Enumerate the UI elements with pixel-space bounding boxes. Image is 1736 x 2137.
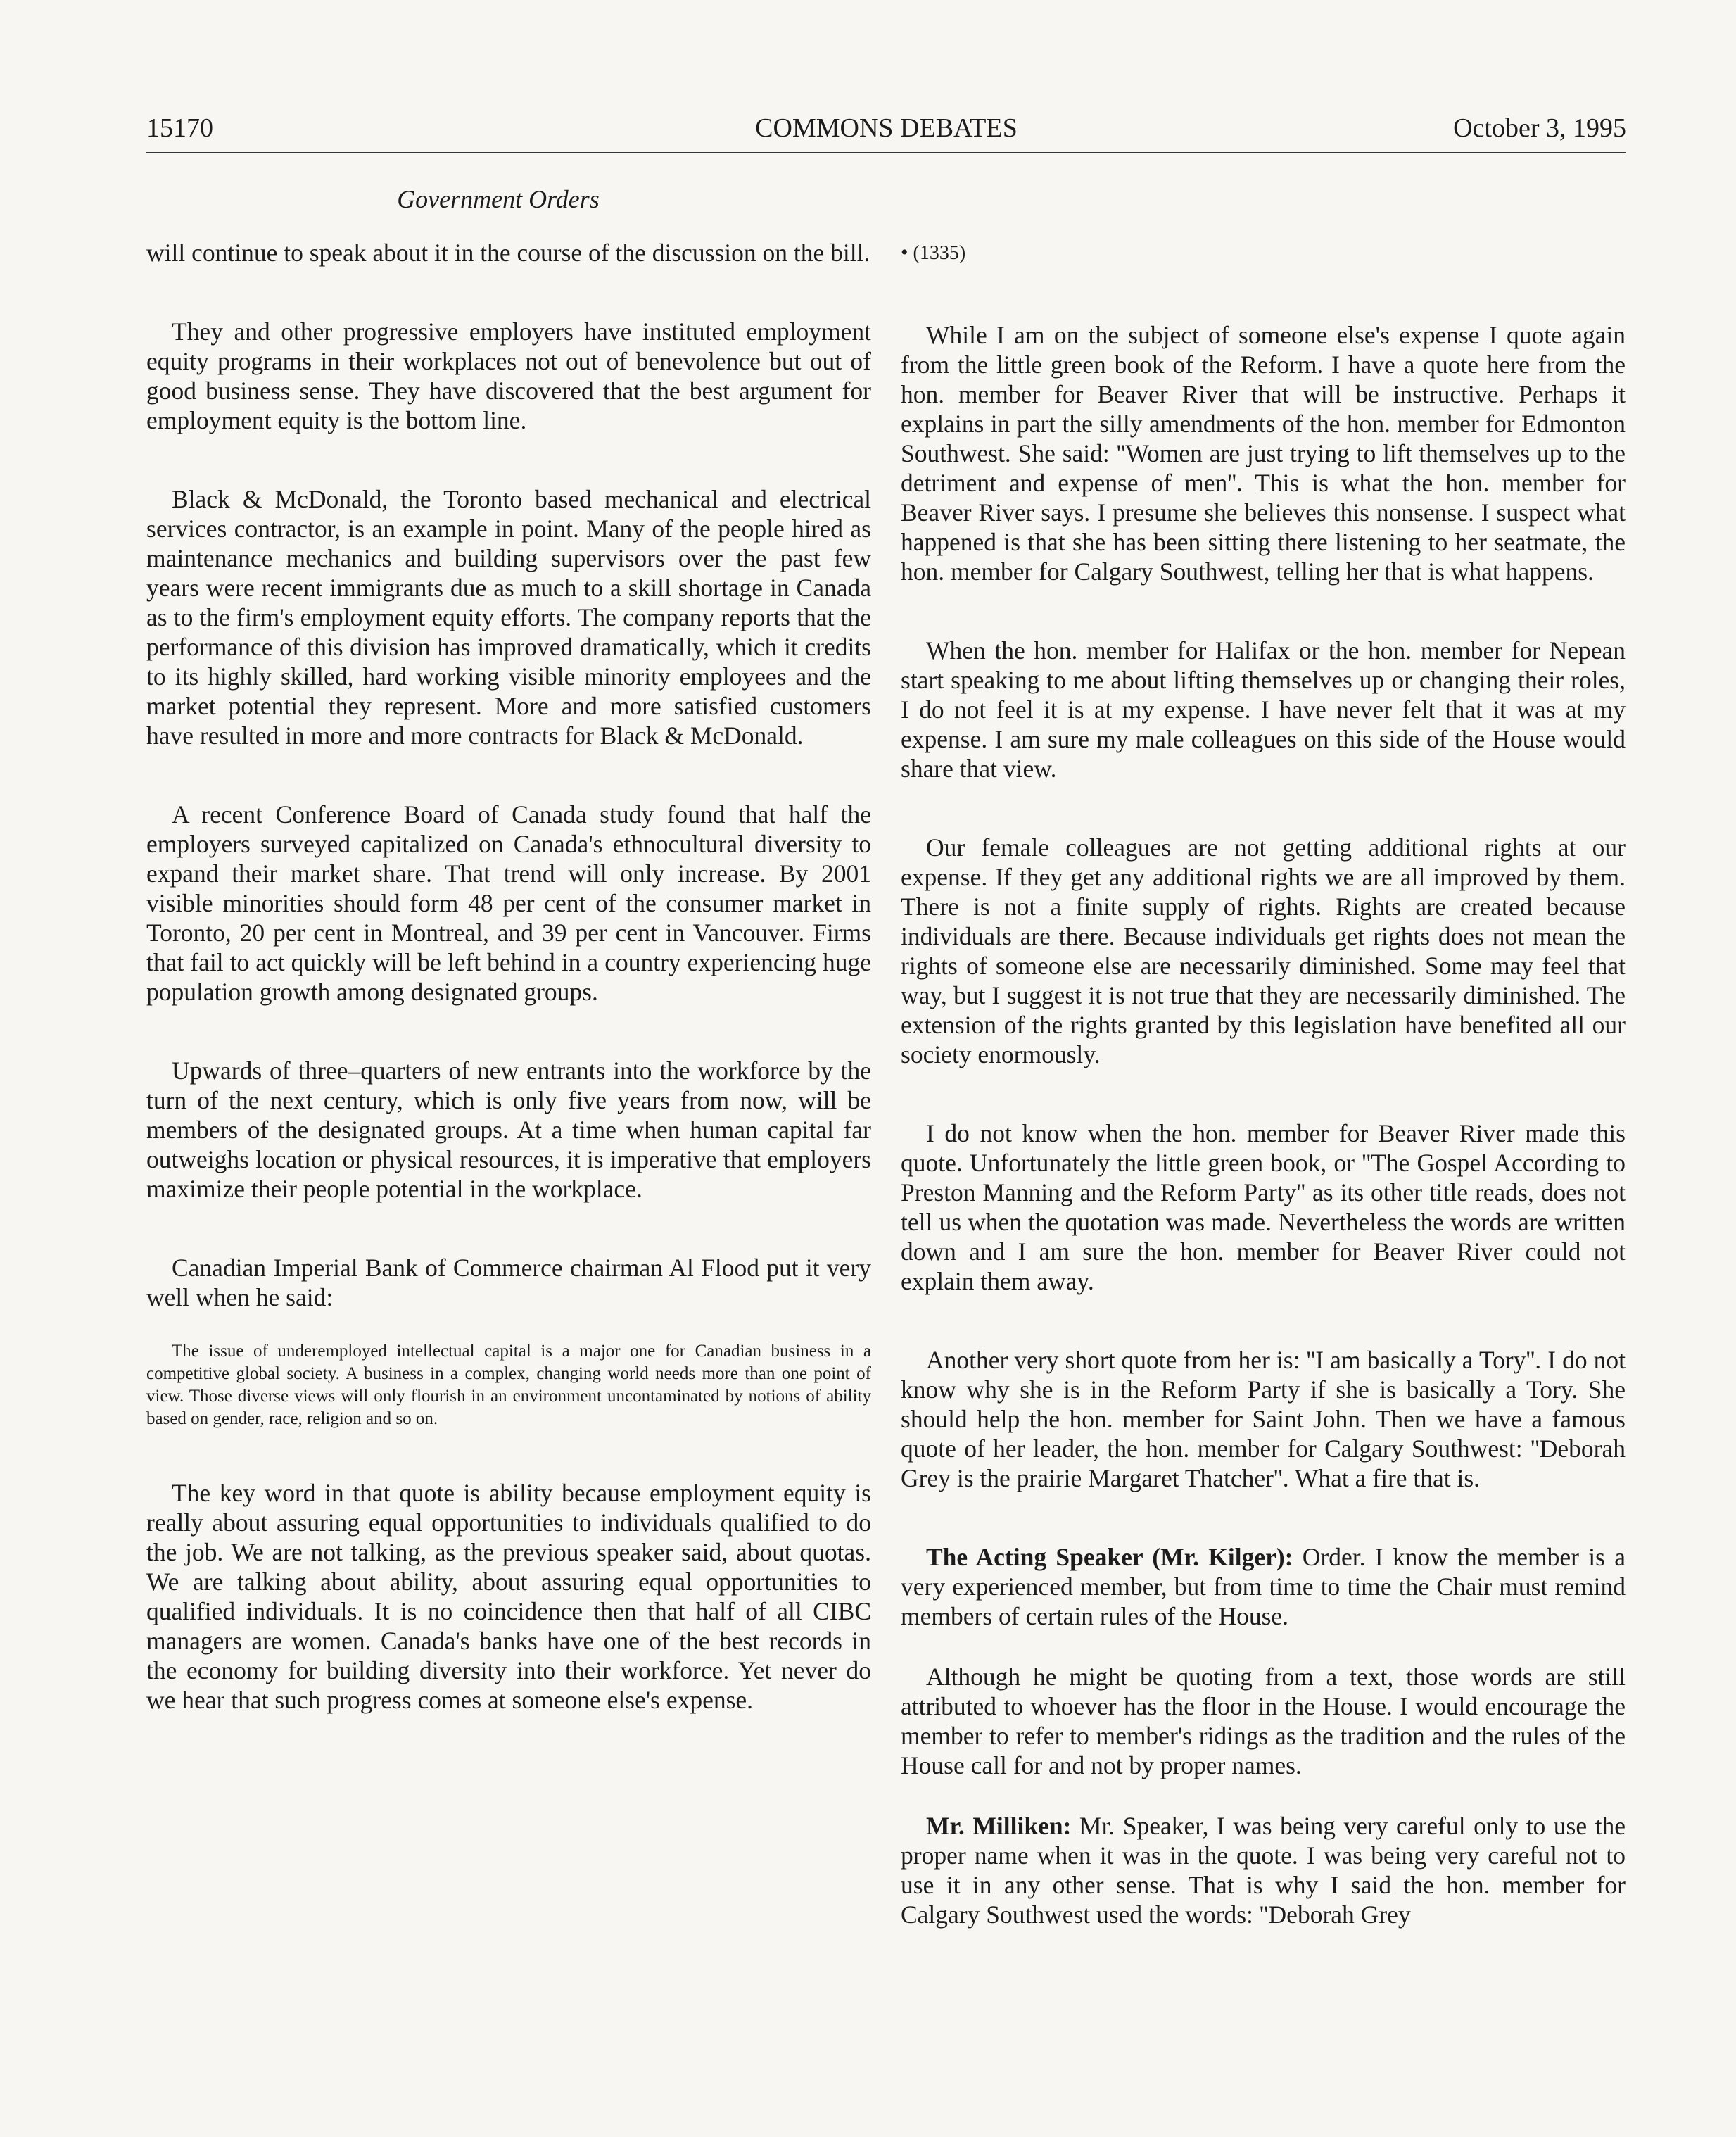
paragraph: Canadian Imperial Bank of Commerce chairman Al Flood put it very well when he said: [146, 1254, 871, 1311]
paragraph: will continue to speak about it in the course of the discussion on the bill. [146, 239, 870, 267]
paragraph: Another very short quote from her is: ''I am basically a Tory''. I do not know why she is in the Reform Party if she is basically a Tory. She should help the hon. member for Saint John. Then we have a famous quote of her leader, the hon. member for Calgary Southwest: ''Deborah Grey is the prairie Margaret Thatcher''. What a fire that is. [901, 1346, 1626, 1492]
speech-text: Order. I know the member is a very experienced member, but from time to time the Chair must remind members of certain rules of the House. [901, 1543, 1626, 1630]
publication-date: October 3, 1995 [1453, 113, 1626, 143]
paragraph: A recent Conference Board of Canada study found that half the employers surveyed capitalized on Canada's ethnocultural diversity to expand their market share. That trend will only increase. By 2001 visible minorities should form 48 per cent of the consumer market in Toronto, 20 per cent in Montreal, and 39 per cent in Vancouver. Firms that fail to act quickly will be left behind in a country experiencing huge population growth among designated groups. [146, 800, 871, 1006]
bullet-icon: • [901, 241, 908, 264]
paragraph: The key word in that quote is ability because employment equity is really about assuring equal opportunities to individuals qualified to do the job. We are not talking, as the previous speaker said, about quotas. We are talking about ability, about assuring equal opportunities to qualified individuals. It is no coincidence then that half of all CIBC managers are women. Canada's banks have one of the best records in the economy for building diversity into their workforce. Yet never do we hear that such progress comes at someone else's expense. [146, 1479, 871, 1714]
speaker-paragraph [901, 1811, 1626, 1929]
right-column [901, 238, 1626, 1960]
page-number: 15170 [146, 113, 213, 143]
speaker-name: Mr. Milliken: [926, 1812, 1072, 1840]
paragraph: While I am on the subject of someone else's expense I quote again from the little green book of the Reform. I have a quote here from the hon. member for Beaver River that will be instructive. Perhaps it explains in part the silly amendments of the hon. member for Edmonton Southwest. She said: ''Women are just trying to lift themselves up to the detriment and expense of men''. This is what the hon. member for Beaver River says. I presume she believes this nonsense. I suspect what happened is that she has been sitting there listening to her seatmate, the hon. member for Calgary Southwest, telling her that is what happens. [901, 321, 1626, 586]
paragraph: They and other progressive employers have instituted employment equity programs in their workplaces not out of benevolence but out of good business sense. They have discovered that the best argument for employment equity is the bottom line. [146, 317, 871, 434]
page-header [146, 113, 1626, 155]
speaker-name: The Acting Speaker (Mr. Kilger): [926, 1543, 1293, 1571]
time-marker [901, 238, 1626, 268]
publication-title: COMMONS DEBATES [755, 113, 1018, 143]
time-stamp: (1335) [913, 242, 966, 264]
paragraph: Although he might be quoting from a text, those words are still attributed to whoever has the floor in the House. I would encourage the member to refer to member's ridings as the tradition and the rules of the House call for and not by proper names. [901, 1663, 1626, 1779]
paragraph: Black & McDonald, the Toronto based mechanical and electrical services contractor, is an example in point. Many of the people hired as maintenance mechanics and building supervisors over the past few years were recent immigrants due as much to a skill shortage in Canada as to the firm's employment equity efforts. The company reports that the performance of this division has improved dramatically, which it credits to its highly skilled, hard working visible minority employees and the market potential they represent. More and more satisfied customers have resulted in more and more contracts for Black & McDonald. [146, 485, 871, 750]
header-rule [146, 152, 1626, 153]
speech-text: Mr. Speaker, I was being very careful only to use the proper name when it was in the quote. I was being very careful not to use it in any other sense. That is why I said the hon. member for Calgary Southwest used the words: ''Deborah Grey [901, 1812, 1626, 1929]
paragraph: Upwards of three–quarters of new entrants into the workforce by the turn of the next century, which is only five years from now, will be members of the designated groups. At a time when human capital far outweighs location or physical resources, it is imperative that employers maximize their people potential in the workplace. [146, 1057, 871, 1203]
paragraph: I do not know when the hon. member for Beaver River made this quote. Unfortunately the little green book, or ''The Gospel According to Preston Manning and the Reform Party'' as its other title reads, does not tell us when the quotation was made. Nevertheless the words are written down and I am sure the hon. member for Beaver River could not explain them away. [901, 1119, 1626, 1295]
left-column [146, 238, 871, 1764]
block-quote: The issue of underemployed intellectual capital is a major one for Canadian business in a competitive global society. A business in a complex, changing world needs more than one point of view. Those diverse views will only flourish in an environment uncontaminated by notions of ability based on gender, race, religion and so on. [146, 1342, 871, 1428]
section-title: Government Orders [397, 185, 600, 213]
speaker-paragraph [901, 1542, 1626, 1631]
paragraph: Our female colleagues are not getting additional rights at our expense. If they get any additional rights we are all improved by them. There is not a finite supply of rights. Rights are created because individuals are there. Because individuals get rights does not mean the rights of someone else are necessarily diminished. Some may feel that way, but I suggest it is not true that they are necessarily diminished. The extension of the rights granted by this legislation have benefited all our society enormously. [901, 833, 1626, 1068]
paragraph: When the hon. member for Halifax or the hon. member for Nepean start speaking to me about lifting themselves up or changing their roles, I do not feel it is at my expense. I have never felt that it was at my expense. I am sure my male colleagues on this side of the House would share that view. [901, 636, 1626, 783]
